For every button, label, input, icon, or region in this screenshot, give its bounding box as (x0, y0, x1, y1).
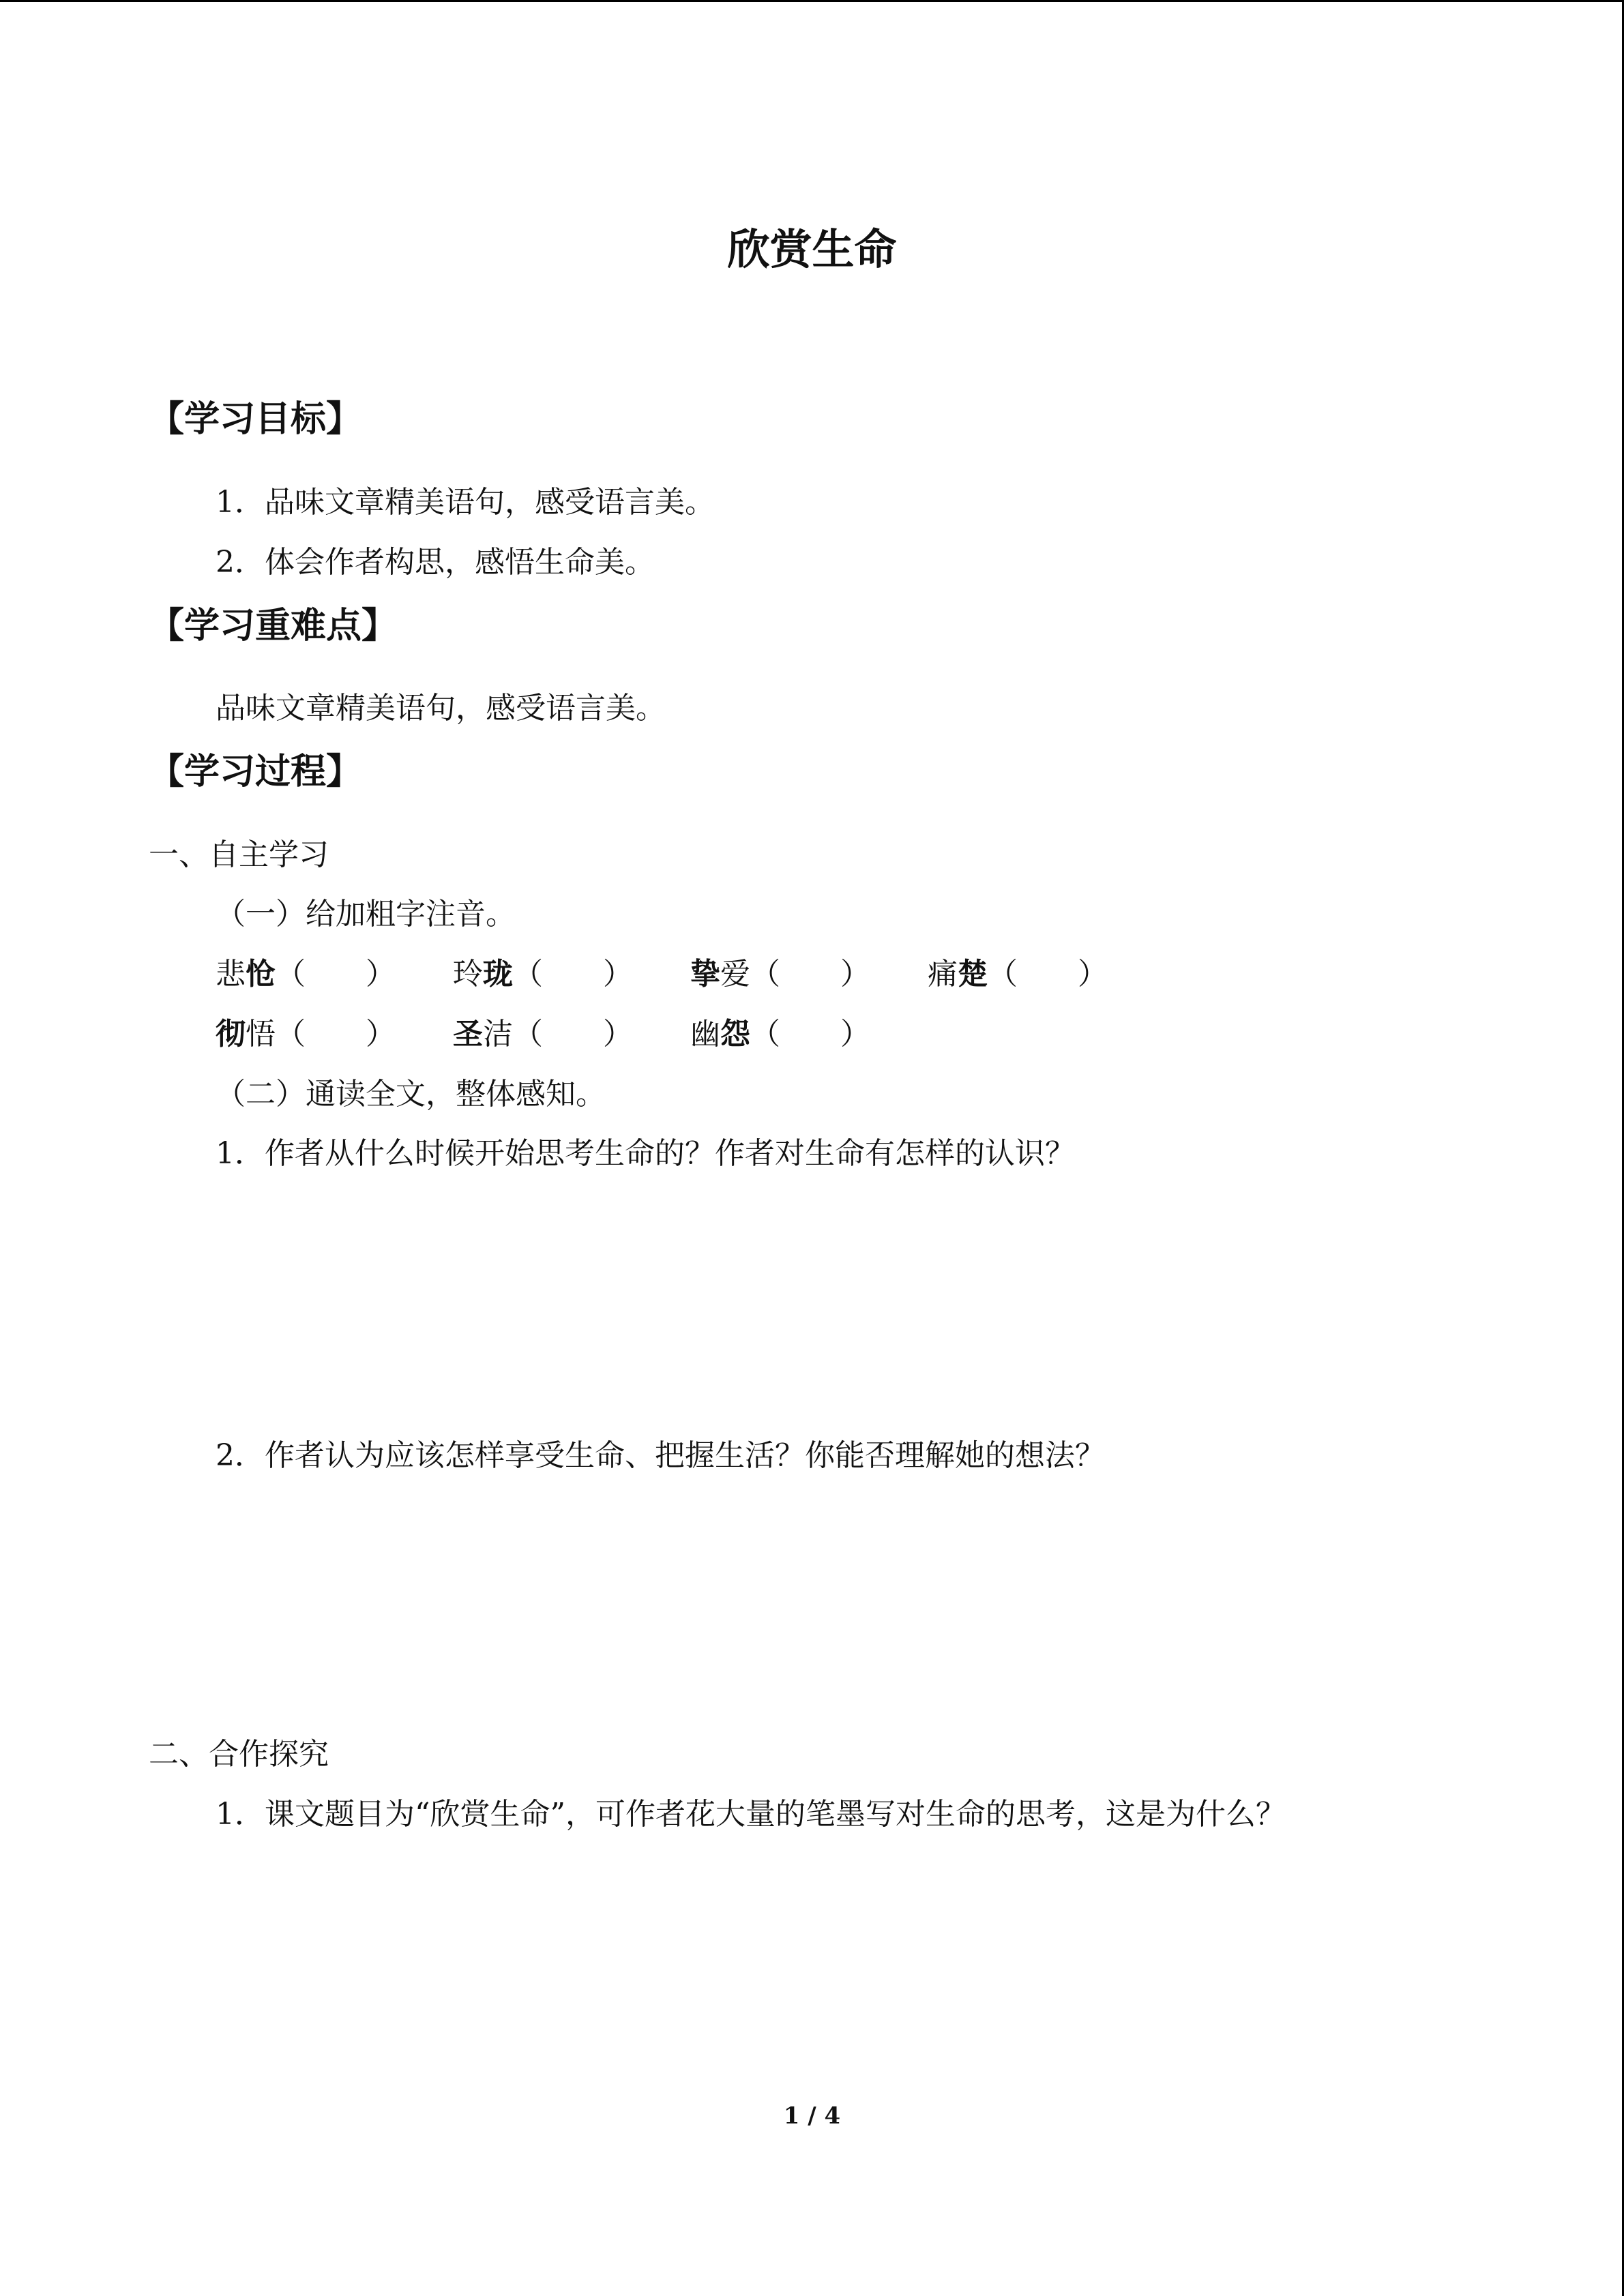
pinyin-item: 圣洁（ ） (453, 1009, 633, 1053)
part1-sub2: （二）通读全文，整体感知。 (216, 1077, 606, 1112)
page-number: 1 / 4 (783, 2102, 841, 2130)
goal-item-2: 2．体会作者构思，感悟生命美。 (216, 545, 655, 580)
part2-heading: 二、合作探究 (149, 1737, 329, 1772)
pinyin-row-2 (216, 1009, 918, 1053)
part2-question-1: 1．课文题目为“欣赏生命”，可作者花大量的笔墨写对生命的思考，这是为什么？ (216, 1797, 1286, 1832)
goals-heading: 【学习目标】 (149, 399, 362, 440)
answer-blank: （ ） (513, 957, 633, 992)
page-top-border (0, 0, 1624, 5)
part1-sub1: （一）给加粗字注音。 (216, 897, 516, 931)
page-title: 欣赏生命 (727, 224, 897, 274)
goal-item-1: 1．品味文章精美语句，感受语言美。 (216, 485, 715, 520)
pinyin-item: 彻悟（ ） (216, 1009, 396, 1053)
answer-blank: （ ） (988, 957, 1108, 992)
answer-blank: （ ） (750, 1017, 870, 1052)
pinyin-item: 挚爱（ ） (690, 949, 870, 993)
process-heading: 【学习过程】 (149, 751, 362, 792)
answer-blank: （ ） (276, 957, 396, 992)
pinyin-row-1 (216, 949, 1155, 993)
part1-question-1: 1．作者从什么时候开始思考生命的？作者对生命有怎样的认识？ (216, 1136, 1075, 1171)
pinyin-item: 幽怨（ ） (690, 1009, 870, 1053)
pinyin-item: 痛楚（ ） (928, 949, 1108, 993)
part1-question-2: 2．作者认为应该怎样享受生命、把握生活？你能否理解她的想法？ (216, 1438, 1105, 1473)
pinyin-item: 悲怆（ ） (216, 949, 396, 993)
part1-heading: 一、自主学习 (149, 837, 329, 872)
pinyin-item: 玲珑（ ） (453, 949, 633, 993)
key-points-heading: 【学习重难点】 (149, 606, 398, 646)
answer-blank: （ ） (750, 957, 870, 992)
answer-blank: （ ） (276, 1017, 396, 1052)
answer-blank: （ ） (513, 1017, 633, 1052)
key-points-text: 品味文章精美语句，感受语言美。 (216, 691, 666, 726)
